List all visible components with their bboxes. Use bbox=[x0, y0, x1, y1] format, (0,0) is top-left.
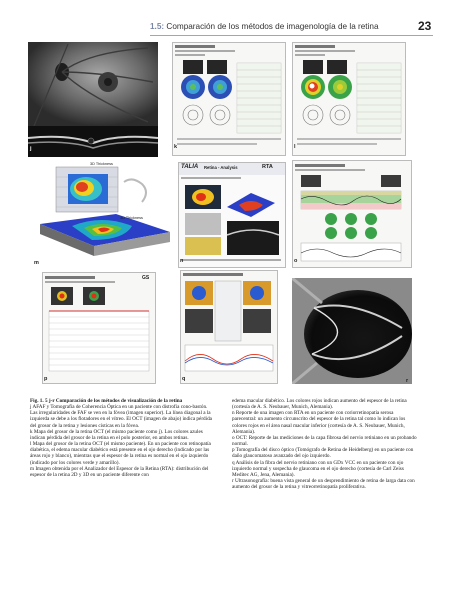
panel-p-report bbox=[42, 272, 156, 384]
panel-q-report bbox=[180, 270, 278, 384]
m-bottom-label: 3D Thickness bbox=[120, 216, 143, 220]
caption-right-5: r Ultrasonografía: buena vista general de un desprendimiento de retina de larga data con aumento del grosor de la retina y vitreorretinopatía proliferativa. bbox=[232, 478, 415, 491]
caption-right bbox=[232, 398, 418, 490]
caption-right-1: n Reporte de una imagen con RTA en un paciente con coriorretinopatía serosa parecentral: un aumento circunscrito del espesor de la retina tal como lo indican los colores rojos en el área nasal macular inferior (cortesía de A. S. Neubauer, Munich, Alemania). bbox=[232, 410, 406, 435]
n-code: RTA bbox=[262, 164, 273, 170]
panel-label-q: q bbox=[182, 376, 186, 382]
panel-label-p: p bbox=[44, 376, 48, 382]
section-title: Comparación de los métodos de imagenología de la retina bbox=[166, 22, 379, 31]
p-code: GS bbox=[142, 275, 150, 281]
header-section: 1.5: Comparación de los métodos de imagenología de la retina bbox=[150, 22, 379, 31]
panel-label-r: r bbox=[406, 378, 409, 384]
panel-m-image bbox=[32, 162, 180, 272]
caption-left-0: Fig. 1. 5 j-r Comparación de los métodos de visualización de la retina bbox=[30, 398, 183, 404]
panel-j-image bbox=[28, 42, 158, 157]
panel-k-report bbox=[172, 42, 286, 156]
panel-l-report bbox=[292, 42, 406, 156]
header-rule bbox=[150, 35, 433, 36]
caption-right-4: q Análisis de la fibra del nervio retiniano con un GDx VCC en un paciente con ojo izquierdo normal y sospecha de glaucoma en el ojo derecho (cortesía de Carl Zeiss Meditec AG, Jena, Alemania). bbox=[232, 459, 404, 478]
m-top-label: 3D Thickness bbox=[90, 162, 113, 166]
caption-left bbox=[30, 398, 216, 478]
panel-label-o: o bbox=[294, 258, 298, 264]
caption-left-3: l Mapa del grosor de la retina OCT (el mismo paciente). En un paciente con retinopatía diabética, el edema macular diabético está presente en el ojo derecho (indicado por las áreas rojo y blanco), mientras que el espesor de la retina es normal en el ojo izquierdo (indicado por los colores verde y amarillo). bbox=[30, 441, 211, 466]
n-title: Retina - Analysis bbox=[204, 165, 238, 170]
running-header bbox=[150, 20, 430, 34]
caption-left-4: m Imagen obtenida por el Analizador del Espesor de la Retina (RTA): distribución del espesor de la retina 2D y 3D en un paciente diferente con bbox=[30, 465, 209, 478]
caption-right-3: p Tomografía del disco óptico (Tomógrafo de Retina de Heidelberg) en un paciente con daño glaucomatoso avanzado del ojo izquierdo. bbox=[232, 447, 414, 460]
caption-right-0: edema macular diabético. Los colores rojos indican aumento del espesor de la retina (cortesía de A. S. Neubauer, Munich, Alemania). bbox=[232, 398, 407, 411]
caption-left-1: j AFAF y Tomografía de Coherencia Óptica en un paciente con distrofia cono-bastón. Las irregularidades de FAF se ven en la fóvea (imagen superior). La línea diagonal a la izquierda se debe a los flotadores en el vítreo. El OCT (imagen de abajo) indica pérdida del grosor de la retina y lesiones císticas en la fóvea. bbox=[30, 404, 212, 429]
page-number: 23 bbox=[418, 19, 432, 33]
section-number: 1.5 bbox=[150, 22, 162, 31]
panel-label-k: k bbox=[174, 144, 178, 150]
caption-left-2: k Mapa del grosor de la retina OCT (el mismo paciente como j). Los colores azules indican pérdida del grosor de la retina en el polo posterior, en ambos retinas. bbox=[30, 428, 203, 441]
panel-label-j: j bbox=[30, 146, 32, 152]
panel-n-report bbox=[178, 162, 286, 268]
panel-label-l: l bbox=[294, 144, 296, 150]
panel-r-image bbox=[292, 278, 412, 384]
panel-label-m: m bbox=[34, 260, 39, 266]
n-logo: TALIA bbox=[181, 164, 199, 170]
panel-label-n: n bbox=[180, 258, 184, 264]
caption-right-2: o OCT: Reporte de las mediciones de la capa fibrosa del nervio retiniano en un probando normal. bbox=[232, 434, 417, 448]
panel-o-report bbox=[292, 160, 412, 268]
